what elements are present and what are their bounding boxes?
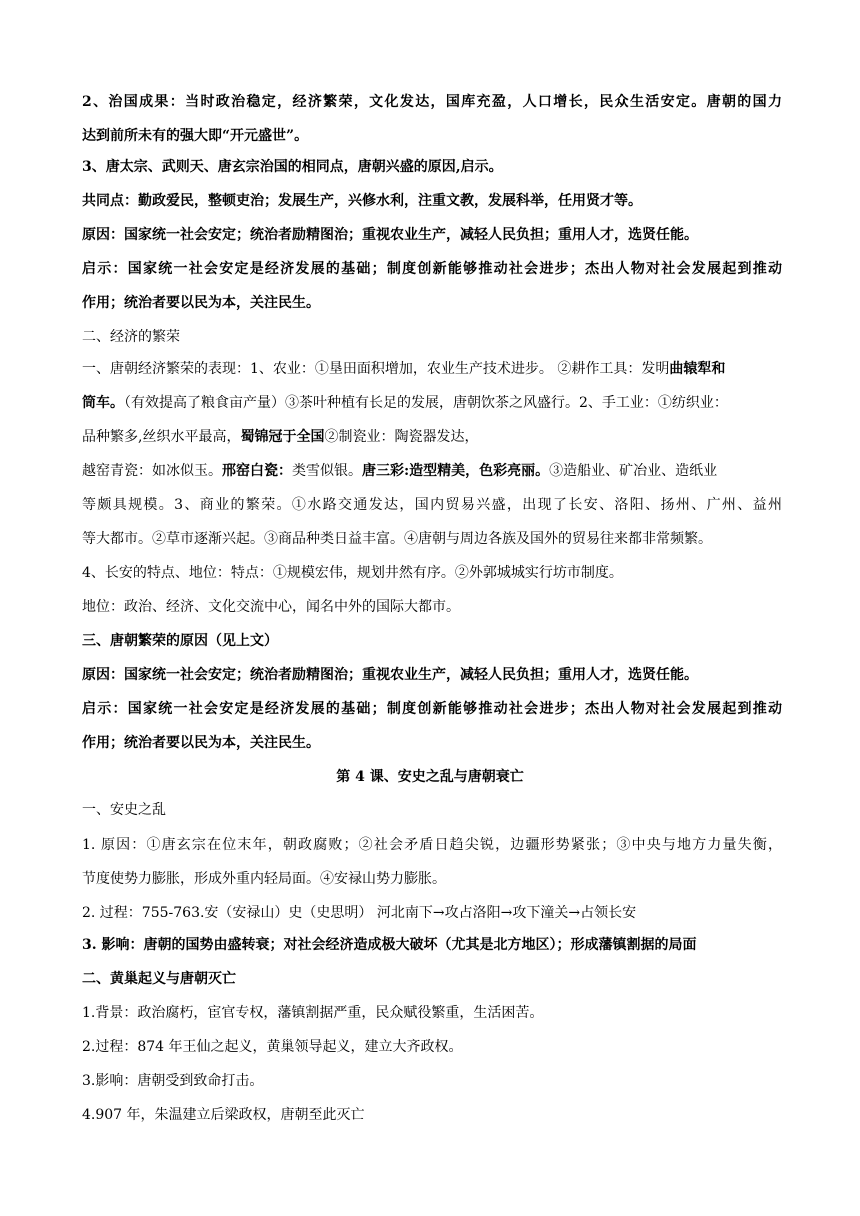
text-line: 2、治国成果：当时政治稳定，经济繁荣，文化发达，国库充盈，人口增长，民众生活安定。唐朝的国力 [82, 94, 782, 110]
text-run-bold: 邢窑白瓷： [222, 463, 292, 479]
text-run: （有效提高了粮食亩产量）③茶叶种植有长足的发展，唐朝饮茶之风盛行。2、手工业：①纺织业： [124, 395, 728, 411]
text-line: 启示：国家统一社会安定是经济发展的基础；制度创新能够推动社会进步；杰出人物对社会发展起到推动 [82, 701, 782, 717]
lesson-title: 第 4 课、安史之乱与唐朝衰亡 [336, 769, 524, 785]
section-heading: 一、安史之乱 [82, 802, 166, 818]
section-heading: 二、经济的繁荣 [82, 329, 180, 345]
text-line: 3、唐太宗、武则天、唐玄宗治国的相同点，唐朝兴盛的原因,启示。 [82, 159, 503, 175]
text-line: 作用；统治者要以民为本，关注民生。 [82, 295, 320, 311]
text-line: 4.907 年，朱温建立后梁政权，唐朝至此灭亡 [82, 1107, 365, 1123]
text-line: 原因：国家统一社会安定；统治者励精图治；重视农业生产，减轻人民负担；重用人才，选贤任能。 [82, 667, 698, 683]
text-line: 4、长安的特点、地位：特点：①规模宏伟，规划井然有序。②外郭城城实行坊市制度。 [82, 565, 623, 581]
text-run: 类雪似银。 [292, 463, 362, 479]
text-line: 等颇具规模。3、商业的繁荣。①水路交通发达，国内贸易兴盛，出现了长安、洛阳、扬州、广州、益州 [82, 497, 782, 513]
text-run: ②制瓷业：陶瓷器发达， [324, 429, 479, 445]
text-line: 3.影响：唐朝受到致命打击。 [82, 1073, 264, 1089]
text-run-bold: 筒车。 [82, 395, 124, 411]
text-line: 3. 影响：唐朝的国势由盛转衰；对社会经济造成极大破坏（尤其是北方地区）；形成藩镇割据的局面 [82, 937, 697, 953]
section-heading: 三、唐朝繁荣的原因（见上文） [82, 633, 278, 649]
text-run: 品种繁多,丝织水平最高， [82, 429, 241, 445]
text-run: 越窑青瓷：如冰似玉。 [82, 463, 222, 479]
text-line: 1. 原因：①唐玄宗在位末年，朝政腐败；②社会矛盾日趋尖锐，边疆形势紧张；③中央与地方力量失衡， [82, 837, 782, 853]
text-line: 共同点：勤政爱民，整顿吏治；发展生产，兴修水利，注重文教，发展科举，任用贤才等。 [82, 193, 642, 209]
text-line: 1.背景：政治腐朽，宦官专权，藩镇割据严重，民众赋役繁重，生活困苦。 [82, 1005, 544, 1021]
text-line: 2.过程：874 年王仙之起义，黄巢领导起义，建立大齐政权。 [82, 1039, 463, 1055]
section-heading: 二、黄巢起义与唐朝灭亡 [82, 971, 236, 987]
text-line: 原因：国家统一社会安定；统治者励精图治；重视农业生产，减轻人民负担；重用人才，选贤任能。 [82, 227, 698, 243]
text-line [82, 393, 782, 413]
text-line: 启示：国家统一社会安定是经济发展的基础；制度创新能够推动社会进步；杰出人物对社会发展起到推动 [82, 261, 782, 277]
text-line: 作用；统治者要以民为本，关注民生。 [82, 735, 320, 751]
text-line [82, 427, 782, 447]
text-run-bold: 蜀锦冠于全国 [240, 429, 325, 445]
text-line: 地位：政治、经济、文化交流中心，闻名中外的国际大都市。 [82, 599, 460, 615]
text-line [82, 359, 782, 379]
text-line: 节度使势力膨胀，形成外重内轻局面。④安禄山势力膨胀。 [82, 871, 446, 887]
text-run: 一、唐朝经济繁荣的表现：1、农业：①垦田面积增加，农业生产技术进步。 ②耕作工具：发明 [82, 361, 670, 377]
text-run: ③造船业、矿冶业、造纸业 [549, 463, 718, 479]
text-line: 2. 过程：755-763.安（安禄山）史（史思明） 河北南下→攻占洛阳→攻下潼关→占领长安 [82, 905, 637, 921]
text-run-bold: 唐三彩:造型精美，色彩亮丽。 [362, 463, 550, 479]
text-line [82, 461, 782, 481]
text-run-bold: 曲辕犁和 [669, 361, 726, 377]
text-line: 等大都市。②草市逐渐兴起。③商品种类日益丰富。④唐朝与周边各族及国外的贸易往来都非常频繁。 [82, 531, 712, 547]
text-line: 达到前所未有的强大即“开元盛世”。 [82, 128, 309, 144]
